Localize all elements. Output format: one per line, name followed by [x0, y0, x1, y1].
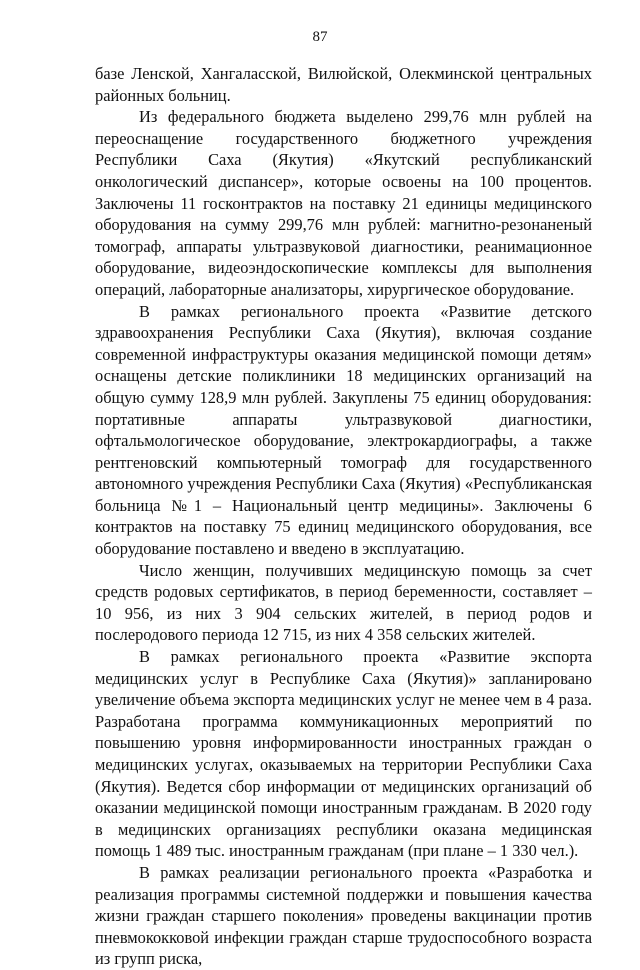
- paragraph-federal-budget: Из федерального бюджета выделено 299,76 млн рублей на переоснащение государственного бюджетного учреждения Республики Саха (Якутия) «Якутский республиканский онкологический диспансер», которые освоены на 100 процентов. Заключены 11 госконтрактов на поставку 21 единицы медицинского оборудования на сумму 299,76 млн рублей: магнитно-резонаненый томограф, аппараты ультразвуковой диагностики, реанимационное оборудование, видеоэндоскопические комплексы для выполнения операций, лабораторные анализаторы, хирургическое оборудование.: [95, 107, 592, 299]
- paragraph-birth-certificates: Число женщин, получивших медицинскую помощь за счет средств родовых сертификатов, в период беременности, составляет – 10 956, из них 3 904 сельских жителей, в период родов и послеродового периода 12 715, из них 4 358 сельских жителей.: [95, 560, 592, 645]
- paragraph-continuation: базе Ленской, Хангаласской, Вилюйской, Олекминской центральных районных больниц.: [95, 64, 592, 105]
- page-body: [95, 63, 592, 970]
- page-number: 87: [312, 29, 328, 45]
- paragraph-medical-export: В рамках регионального проекта «Развитие экспорта медицинских услуг в Республике Саха (Якутия)» запланировано увеличение объема экспорта медицинских услуг не менее чем в 4 раза. Разработана программа коммуникационных мероприятий по повышению уровня информированности иностранных граждан о медицинских услугах, оказываемых на территории Республики Саха (Якутия). Ведется сбор информации от медицинских организаций об оказании медицинской помощи иностранным гражданам. В 2020 году в медицинских организациях республики оказана медицинская помощь 1 489 тыс. иностранным гражданам (при плане – 1 330 чел.).: [95, 647, 592, 861]
- paragraph-child-healthcare: В рамках регионального проекта «Развитие детского здравоохранения Республики Саха (Якутия), включая создание современной инфраструктуры оказания медицинской помощи детям» оснащены детские поликлиники 18 медицинских организаций на общую сумму 128,9 млн рублей. Закуплены 75 единиц оборудования: портативные аппараты ультразвуковой диагностики, офтальмологическое оборудование, электрокардиографы, а также рентгеновский компьютерный томограф для государственного автономного учреждения Республики Саха (Якутия) «Республиканская больница №1 – Национальный центр медицины». Заключены 6 контрактов на поставку 75 единиц медицинского оборудования, все оборудование поставлено и введено в эксплуатацию.: [95, 301, 592, 559]
- paragraph-older-generation: В рамках реализации регионального проекта «Разработка и реализация программы системной поддержки и повышения качества жизни граждан старшего поколения» проведены вакцинации против пневмококковой инфекции граждан старше трудоспособного возраста из групп риска,: [95, 862, 592, 969]
